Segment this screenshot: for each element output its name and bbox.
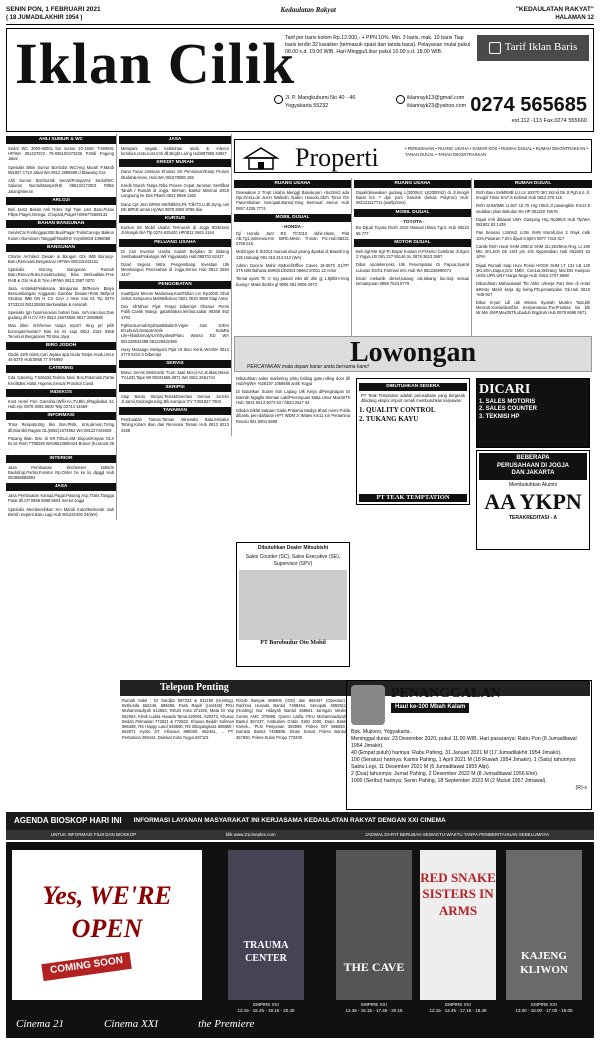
category-header: RUMAH DIJUAL: [474, 180, 592, 188]
category-header: MOTOR DIJUAL: [354, 239, 471, 247]
tarif-badge: [477, 35, 589, 61]
dealer-box: [236, 542, 350, 667]
job-ad: Di Butuhkan Suami Istri Lajang Utk Kerja diPenginapan Di Daerah Ngaglik Sleman Laki/Perempuan Mata Umur Max40Th Hub: 0821 6813 9073 63 / 0823 2547 64: [236, 389, 350, 405]
properti-banner: [234, 139, 592, 173]
classified-ad: Admin Docere Mahir MsExel/Office Caves 18-35Th S1/TP 3Th Dikt Bahasa,SMK/D1/D2/D3 08564 20011 12 Arlon: [236, 262, 349, 274]
category-subheader: - HONDA -: [281, 223, 304, 229]
agenda-bar-right: JADWAL DAPAT BERUBAH SEWAKTU-WAKTU TANPA PEMBERITAHUAN SEBELUMNYA: [365, 832, 550, 838]
film-cap-2: [228, 1002, 304, 1015]
pen-line-1: Bpk. Mujiono, Yogyakarta.: [351, 729, 411, 735]
film-title-2: TRAUMA CENTER: [243, 940, 289, 964]
agenda-bioskop-bar: [6, 812, 594, 830]
aaykpn-box: [476, 450, 590, 550]
film-poster-1: [12, 850, 202, 1000]
classified-ad: Pasang Iklan Disc di KR,Tribun,SM Slopos/Kmpas OLX bs ke Rmh T788290 WA08510590424 Bravo! (Kcran15 06 .: [8, 435, 114, 452]
hijri-date: ( 18 JUMADILAKHIR 1954 ): [6, 15, 83, 21]
dealer-ad: [234, 540, 352, 669]
classified-ad: Dijual/disewakan gudang L(3000m2 Lt(2000m2) di Jl.Imogiri Barat km 7 dpn pom Gandok (bekas Polytron) Hub: 082121117711 (wa/tlp/sms): [356, 189, 469, 206]
lowongan-col-b: [354, 376, 472, 507]
dealer-roles: Sales Counter (SC), Sales Executive (SE), Supervisor (SPV): [245, 554, 341, 567]
pen-line-4: 100 (Seratus) harinya: Kamis Pahing, 1 April 2021 M (18 Ruwah 1954 Jimakir), 1 (Satu) tahunnya: Sabtu Legi, 11 Desember 2021 M (6 Jumadilawal 1955 Alip).: [351, 757, 577, 771]
classified-ad: Dijual Rumah Siap Huni Posisi HOOK SHM LT 131 LB 120 3Kt,2Km,Dapur,Grsi 1Mbl, Con1at,Sebrang Mal,Dkt Kampus UGM,UPN,UNY Harga Nego Hub: 0812 2707 5888: [476, 262, 590, 279]
category-header: CATERING: [6, 365, 116, 373]
section-logo: Iklan Cilik: [15, 31, 296, 96]
coming-soon-stamp: COMING SOON: [41, 952, 132, 981]
category-header: MOBIL DIJUAL: [354, 209, 471, 217]
aaykpn-line-1: BEBERAPA: [516, 455, 550, 461]
cinema-logos: [16, 1018, 254, 1032]
classified-ad: Di Cari Investor Usaha Sudah Berjalan Di Bidang Sembako&Psikologis Wil Yogyakarta Hub:085702 62427: [121, 248, 229, 259]
category-header: BIRO JODOH: [6, 342, 116, 350]
classified-ad: Kost Hotel Puri Garesha.(Wifi+Ac,TV,Bln,J/Ragikabul 51 Hub.Hp: 0878 3093 6600 Telp.02744 14669: [8, 398, 114, 410]
lowongan-banner: [234, 336, 592, 372]
aaykpn-foot: TERAKREDITASI - A: [508, 515, 558, 522]
film-poster-5[interactable]: [506, 850, 582, 1000]
category-header: AHLI SUMUR & WC: [6, 136, 116, 144]
aaykpn-line-4: Membutuhkan Alumni: [508, 481, 558, 488]
paper-name: Kedaulatan Rakyat: [280, 5, 336, 14]
job-ad: Dibutuhkan sales marketing pintu folding gate,rolling door dll Hub/Hj/WA +628197 1058688 antik Yogya: [236, 376, 350, 387]
classified-ad: Dijual rmh dibawal UMY Gamping Hrg Rp390Jt Hub Tlp/WA 081802 83 1439: [476, 216, 590, 228]
motto-label: "KEDAULATAN RAKYAT": [515, 5, 594, 13]
classified-ad: Spesialis tgn bon/renovasi bahan bias, mrh,ruko,kos,Dan gudang dll H.CV ATA 0812 15676825 0817 2093988: [8, 309, 114, 321]
category-header: BAHAN BANGUNAN: [6, 220, 116, 228]
film-times-3: 12.45 - 15.15 - 17.45 - 20.15: [345, 1008, 403, 1014]
teak-title: DIBUTUHKAN SEGERA: [359, 383, 467, 391]
film-cap-4: [420, 1002, 496, 1015]
classified-ad: Mobil type E th2014 manual abu2 jarang dipakai di Bawah Ing 125 Hubungi 081 015 313 512 (WA): [236, 249, 349, 260]
category-header: SKRIPSI: [119, 384, 231, 392]
tarif-info: Tarif per baris kolom Rp.12.000,- + PPN 10%. Min. 3 baris, mak. 10 baris Tiap baris terdiri 32 karakter (termasuk spasi dan tanda baca). Pelayanan mulai pukul 08.00 s.d. 19.00 WIB. Hari Minggu/Libur pukul 10.00 s.d. 18.00 WIB.: [285, 35, 471, 56]
logo-cinemaxxi: Cinema XXI: [103, 1018, 159, 1031]
aaykpn-logo: AA YKPN: [484, 488, 582, 514]
bag-icon: [489, 42, 501, 54]
film-screen-3: EMPIRE XXI: [361, 1002, 387, 1007]
dealer-company: PT Borobudur Oto Mobil: [260, 639, 326, 646]
telepon-title: Telepon Penting: [160, 682, 229, 693]
lowongan-title: Lowongan: [349, 337, 477, 368]
classified-ad: Dibutuhkan Mahasiswa/i Tkt Akhir u/Kerja Part time di Hotel &Resto Mahir kerja dg komp,PD,penampilan Ok,Hub 0819 -948-927: [476, 281, 590, 297]
film-screen-5: EMPIRE XXI: [531, 1002, 557, 1007]
classified-ad: Bu Dijual Toyota Rush 2018 Manual Hitam Tgn1 Hub 08223 55 777: [356, 225, 469, 236]
category-header: INDEKOS: [6, 389, 116, 397]
classified-ad: Dana Cpt Jmn BPKB Mtr/Mbl/04,Pk Tdk/T3.U.3b,Syng cari DK BPKB aman Hp/WA 0878 3860 9788 Ikia: [121, 201, 229, 212]
aaykpn-head: [479, 453, 587, 480]
film-screen-2: EMPIRE XXI: [253, 1002, 279, 1007]
agenda-bar-mid[interactable]: klik www.21cineplex.com: [225, 832, 276, 838]
category-subheader: - TOYOTA -: [400, 218, 425, 224]
category-header: TANAMAN: [119, 407, 231, 415]
classified-ad: Sedot WC 3000-6000L bor sumur 20-150m T.580591 HP/WA 081227572 79-085100473205 P.Wdi Pogung Jakal: [8, 145, 114, 162]
sub-masthead: [6, 15, 594, 23]
divider: [6, 24, 594, 25]
classified-ad: Melayani segala kebituhan anda & interior furniture,resto,kost,rmh dll,Bright Living Hub087860 34827: [121, 145, 229, 157]
dealer-title: Dibutuhkan Dealer Mitsubishi: [257, 545, 329, 551]
aaykpn-line-2: PERUSAHAAN DI JOGJA: [496, 462, 569, 469]
category-header: BANGUNAN: [6, 244, 116, 252]
classified-ad: Kredit Murah Tanpa Riba Proses Cepat Jaminan Sertifikat Tanah / Rumah di Jogja, Sleman, Bantul Minimal 100Jt Langsung ke Das Pkanti 0822 9569 1165: [121, 182, 229, 199]
classified-ad: Chams Architect Desain & Bangun Gbr IMB Borong+ Baru,Renovasi,Bergaransi HP/WA 082115243151: [8, 253, 114, 264]
classified-ad: Ahli Sumur Bor/Suntik Servis/Pompa/Air Sedot/WC Saluran Buntu/Mampet/Hb 085102173001 Pt/Bn Jalang/Weran: [8, 178, 114, 194]
penanggalan-body: [351, 729, 587, 792]
classified-ad: Bravo Servis Elektronik TLen Ja&l Mcrol.AC,Kulkas,Mesin TV,LED,Tape Wt 08191555 6971 WA 0811 2651744: [121, 370, 229, 381]
film-times-2: 13.15 - 15.45 - 18.15 - 20.45: [237, 1008, 295, 1014]
teak-text: PT Teak Templation adalah perusahaan yang bergerak dibidang ekspor import rumah membutuhkan karyawan:: [361, 392, 465, 404]
classified-ad: Kursus Str Mobil Usaha Termurah di Jogja 80rb/Jam Jl.Monjali BIA Tlp.0274-625420 HP0812 2663 4164: [121, 225, 229, 236]
classified-ad: Cita Catering T.549434,Terima Nasi Box,Prasmian,Partai Kecil&Bsr.Halal, Higenis,Sesuai Protokol Covid: [8, 375, 114, 386]
classified-ad: PghlamLemahSyahwatBkalnrti-Vigier Jam 10Drs B'Lebus/LGetwutArmfe SolaRa Lile+khatilSmaly/LmhSyahwitPlaru Wasso ED WA 081226632488 081226632488: [121, 322, 229, 344]
teak-item-2: 2. TUKANG KAYU: [359, 415, 419, 424]
film-poster-4[interactable]: [420, 850, 496, 1000]
lowongan-col-a: [234, 376, 352, 427]
pen-sig: (R)-x: [575, 785, 587, 792]
teak-item-1: 1. QUALITY CONTROL: [359, 406, 436, 415]
film-title-3: THE CAVE: [343, 960, 405, 974]
classified-ad: Gadis 42th Islam,Cari Jejaka apa Duda Tanpa Anak,Umur 45-52Th Hub:0858 77 976969: [8, 352, 114, 363]
agenda-bar-left: UNTUK INFORMASI FILM DAN BIOSKOP: [50, 832, 137, 838]
classified-ad: Jasa Pembuatan Kitchenset 1655/m Backdrop,Partisi,Furnitur Rp.Order bs ke lis dipggl Hub 083868888804: [8, 464, 114, 480]
category-header: PENGOBATAN: [119, 281, 231, 289]
pen-line-3: 40 (Empat puluh) harinya: Rabu Pahing, 31 Januari 2021 M (17 Jumadilakhir 1954 Jimakir).: [351, 750, 562, 757]
date-label: SENIN PON, 1 FEBRUARI 2021: [6, 5, 101, 13]
film-cap-3: [336, 1002, 412, 1015]
category-header: JASA: [119, 136, 231, 144]
teak-job-box: [356, 378, 470, 505]
logo-premiere: the Premiere: [198, 1018, 255, 1031]
category-header: INFORMASI: [6, 412, 116, 420]
dicari-lines: 1. SALES MOTORIS 2. SALES COUNTER 3. TEKNISI HP: [479, 398, 538, 420]
classified-ad: Rmh Baru SHM/IMB LU.L5 100/70 3Kt 2Kmd,Dk Jl.Pgh,6,5 Jl. Imogiri Timur Km7.5 Kelimat Hub 0812 276 115: [476, 189, 590, 201]
pen-line-6: 1000 (Seribu) harinya: Senin Pahing, 18 September 2023 M (2 Mulud 1957 Jimawal).: [351, 778, 547, 785]
agenda-sub: INFORMASI LAYANAN MASYARAKAT INI KERJASAMA KEDAULATAN RAKYAT DENGAN XXI CINEMA: [133, 816, 446, 824]
film-title-1: Yes, WE'RE OPEN: [42, 881, 172, 943]
classified-ad: Spesialis Membersihkan Km Mandi Kutor/Berkerak Jadi Bersih Seperti Baru Lagi Hub 081232409 34(WA): [8, 506, 114, 517]
column-3: [234, 178, 352, 336]
logo-cinema21: Cinema 21: [16, 1018, 64, 1031]
portrait-photo: [351, 685, 385, 725]
column-5: [474, 178, 592, 336]
classified-ad: Pembuatan Taman,Taman Minimalis Batu,Miniatur Tebing,Kolam Ikan dan Renovasi Taman Hub 0813 9213 4188: [121, 417, 229, 433]
column-4: [354, 178, 472, 336]
location-icon: [274, 95, 283, 104]
pen-line-2: Meninggal dunia: 23 Desember 2020, pukul 11.00 WIB. Hari pasaranya: Rabu Pon (8 Jumadilawal 1954 Jimakir).: [351, 736, 577, 750]
email-2[interactable]: iklanrayk23@yahoo.com: [407, 102, 467, 109]
category-header: MOBIL DIJUAL: [234, 214, 351, 222]
category-header: RUANG USAHA: [354, 180, 471, 188]
tarif-label: Tarif Iklan Baris: [504, 41, 578, 54]
mail-icon: [396, 95, 405, 104]
telepon-text-1: Rumah Sakit : Dr Sardjito 587333 & 631190 (Hunting), Bethesda 562246, 586688, Panti Rapih (Unit446) PKU Muhammadiyah 512653, RSUD Kota 371195, Mata Dr Yap 562054, Klinik Ludira Husada Tama 620091, 620373, Khusus Bedah Pelmasari 772821 & 772822, Khusus Bedah Soliman 586488, RS Happy Land 548590, RS Bhayangkara 885860 / 662871 Hydro ST. Alfonsus 886060, 562461, ... PT. Pertamina 369444, Damkar Kota Yogya 587101: [122, 698, 234, 740]
classified-ad: Temat ayam Tlr cr Ing pasutri inks tdr dlm gj 1.5jt/bln+mng buang+ Maks tkrdilm gl 9006 081 8006 2973: [236, 276, 349, 287]
telepon-text-2: RSUD Banyak 869006 (IGD) dan 868437 (Operator), Rachma Husada Bantul 7488464, Senopati 3650811 (Hunting) Nur Hidayah Bantul 368661 Jaringan Medis Center AMC 376898, Queen Latifa, PKU Muhammadiyah Bantul 367437, Ambulans Gratis 3150 1000, Depo Batik Kretek... PLN Penjuman 393999, Polres DIY 886050, Damkar Bantul 7488888, Dinas Sosial, Polres Bantul 367900, Polres Kulon Progo 773200: [236, 698, 346, 740]
classified-ad: Spesialis Borong Bangunan Rumah Baru,Renov,Ruko,Kos&Gudang Bisa Berkualitas.Free RAB & Gbr Hub B Tine,HP/WA 0813 2587 0070: [8, 267, 114, 283]
pen-line-5: 2 (Dua) tahunnya: Jumat Pahing, 2 Desember 2022 M (8 Jumadilawal 1956 Ehe).: [351, 771, 539, 778]
column-2: [119, 134, 232, 436]
film-strip: [6, 842, 594, 1038]
film-title-5: KAJENG KLIWON: [520, 950, 568, 976]
classified-ad: KuatDjam Mrsum Madurasa,KuatTahan Lm Rp100rb Obat Sehat Sempurna MelMelkoloro 0821 3619 3689 Siap Antar: [121, 290, 229, 301]
page-number: HALAMAN 12: [555, 15, 594, 21]
category-header: ARLOJI: [6, 197, 116, 205]
film-cap-5: [506, 1002, 582, 1015]
dicari-box: [476, 378, 590, 448]
phone-ext: ext.112 -113 Fax.0274 555660: [511, 118, 587, 124]
penanggalan-sub: Haul ke-100 Mbah Kalam: [391, 703, 469, 713]
film-title-4: RED SNAKE SISTERS IN ARMS: [420, 870, 496, 918]
dicari-title: DICARI: [479, 382, 531, 397]
classified-ad: Husy Massage Melayani Pijat Ut Ibun Kerik WA/WA 0812 2770 6210 6 Dibemipt: [121, 346, 229, 358]
classified-ad: ServisCal Fordingpas350 Bua/Pagar TrolisCanopy Baikon Kusen Aluminium Tanggal/Tatuk/Hz Yoyok0819 1085088: [8, 230, 114, 241]
classified-ad: Rmh SHM/IMB Lt.367 Lb.79 Hrg.765Jt,Jl panangkilo Km13,5 sedakan plian Bakulan 8H HP 081250 76576: [476, 203, 590, 214]
classified-ad: Mau bikin rmh/renov tanpa repot? Sing pri pilih borongan/Harian? Biar ka mi saja 0812 2154 0358 Terumuri Bergaransi TB Bsa Jaya: [8, 323, 114, 339]
category-header: PELUANG USAHA: [119, 239, 231, 247]
lowongan-col-c: [474, 376, 592, 552]
penanggalan-title: PENANGGALAN: [391, 686, 501, 701]
film-screen-4: EMPIRE XXI: [445, 1002, 471, 1007]
category-header: SERVIS: [119, 360, 231, 368]
penanggalan-box: [346, 680, 592, 810]
classified-ad: Jasa Pembuatan Kanopi,Pagar,Pasang Acp,Tralis,Tangga Putar dll,CP 0858 6988 8604 Inreior Jogja: [8, 493, 114, 504]
category-header: INTERIOR: [6, 455, 116, 463]
classified-ad: Dana Tunai Jaminan Khusus SK Pensiunan/Karip Proses Mudah&Aman, Hub.WA 081578088 159: [121, 169, 229, 180]
classified-ad: Trma Renpatn,Brg bks Bsn,Plstk, Krts,almnm,Tmbg dll,Diambil,Ragam DL(0851)1574962 WA:081227443829: [8, 422, 114, 433]
film-times-5: 13.00 - 15.00 - 17.00 - 19.00: [515, 1008, 573, 1014]
agenda-title: AGENDA BIOSKOP HARI INI: [14, 816, 122, 825]
classified-ad: Beli Jam2 Bekas Asli Rolex Sgl Tipe Lms Baru,Pulau Pilipe,Piaget,Omega, Chopard,Piaget H085776668133: [8, 206, 114, 218]
lowongan-sub: PERCAYAKAN mata depan karier anda bersama kami!: [247, 363, 369, 370]
phone-block: [470, 93, 587, 125]
teak-company: PT TEAK TEMPTATION: [359, 494, 467, 502]
aaykpn-line-3: DAN JAKARTA: [511, 470, 555, 476]
classified-ad: Cantik Rmh Hook SHM 200m2 SHM 2Lt,5Kt/5Km,Rng, Lt 190 Mts 2Kt,Jmh Dk 16/3 pm 4/m Bypassdian Hub 081803 63 1/Pm: [476, 243, 590, 260]
classified-ad: Dibut ApotekersAks Utk Penempatan Di Papua,Syarat Lulusan D3/S1 Farmasi Info Hub WA 082226990074: [356, 262, 469, 273]
film-times-4: 12.15 - 14.45 - 17.15 - 19.45: [429, 1008, 487, 1014]
properti-title: Properti: [295, 143, 379, 172]
column-1: [6, 134, 117, 520]
film-poster-2[interactable]: [228, 850, 304, 1000]
classified-ad: Dibut Kryan Ldl utk Wisma Syariah Muslim Taat,blk Mencok,Komunikatif,bs Kenyamanan,Trw,Prioritas lsu blk tdr,Min SMP,Max25Th,ubuduh Brgplum Hub 0878 8696 9571: [476, 299, 590, 316]
film-poster-3[interactable]: [336, 850, 412, 1000]
classified-ad: Siap Bantu Skripsi,Tesis&Disertasi Semua Jur.Eks Jl.Jamil,Gedongkuning Blk Kampus ITY T.081827 7903: [121, 393, 229, 404]
job-ad: Dibuka Diklat Satpam Gada Pratama Madya Bhari resmi Polda dibantu pen-daftaran HPT WDM JI Wates km11 lori Pertamina Revolu 081 5904 6699: [236, 408, 350, 424]
phone-number[interactable]: 0274 565685: [470, 94, 587, 116]
address: Jl. P. Mangkubumi No 40 - 46 Yogyakarta 55232: [285, 95, 356, 109]
category-header: JASA: [6, 483, 116, 491]
classified-ad: Dicari mekanik diesel,tukang cat,tukang las,Gaji sesuai kemampuan 0858 7623 8779: [356, 275, 469, 287]
house-icon: [241, 146, 289, 170]
classified-ad: Pav Seturan L190m2 Lr3m SHM Murah,dan 2 Rayk mdk 10m,Pasaran 7,0/m dijual 5,5jt/m 0877 7418 817: [476, 230, 590, 241]
iklan-cilik-header: [6, 28, 594, 132]
classified-ad: Disewakan 2 Tmpt Usaha Menggl Banukuran +5x15m2 ada Dpr,Kmd,Lok JLKH Wahidin Sudiro Husodo,Sbrh Timur RS Panembahan Senopati,Bantul,Yang Bermuaf Serius Hub 0857 4335 7774: [236, 189, 349, 211]
classified-ad: Dex 2bTahun Pijat Terapi Dibemipt Obesus Penin Putih,Cantik Wangi, gatalshakan,lembut,sabar 08368 662 1793: [121, 304, 229, 320]
classified-ad: Dicari Segera Mitra Pengembang Investasi Utk Membangun Perumahan di Jogja,Serius Hub 0812 2584 4447: [121, 261, 229, 278]
category-header: KREDIT MURAH: [119, 159, 231, 167]
classified-ad: Djl Honda Jazz RS Th'2010 Akhir,Hitam, Plat AB,Tg1,Istimewa,Km 60Rb,Mesin Tnman Pic.Hub:08221 5758 516: [236, 230, 349, 247]
classified-ad: Beli Sgl-Mtr-Sgl-Th Bayar Kontan H.P/Xenio Celebran Jl.Sgs4 2 Yogya Utr 081 227 55146 XL 0878 3623 3957: [356, 248, 469, 260]
properti-list: • PERUMAHAN • RUANG USAHA • KAMAR KOS • RUMAH DIJUAL • RUMAH DIKONTRAKKAN • TANAH DIJUAL • TANAH DIKONTRAKKAN: [405, 146, 588, 158]
classified-ad: Spesialis Bikin Sumur Bor/Sdot WC/Ang Murah P.Mardi 081827 1723 Jakal WA 0812 2898699 d Blawong Gra: [8, 164, 114, 175]
category-header: KURSUS: [119, 215, 231, 223]
email-1[interactable]: iklanrayk13@gmail.com: [407, 95, 465, 101]
category-header: RUANG USAHA: [234, 180, 351, 188]
classified-ad: Jasa Arsitek&Pelaksana Bangunan Bt/Renov Biaya Bersumbangan Anggaran Gambar Desain+RAB BB/prot Struktur IMB DN H CV GAA J Vete nan 61 Tip 0274 3733234 081125553 Berkwalitas & Amanah: [8, 285, 114, 307]
agenda-info-bar: [6, 830, 594, 840]
